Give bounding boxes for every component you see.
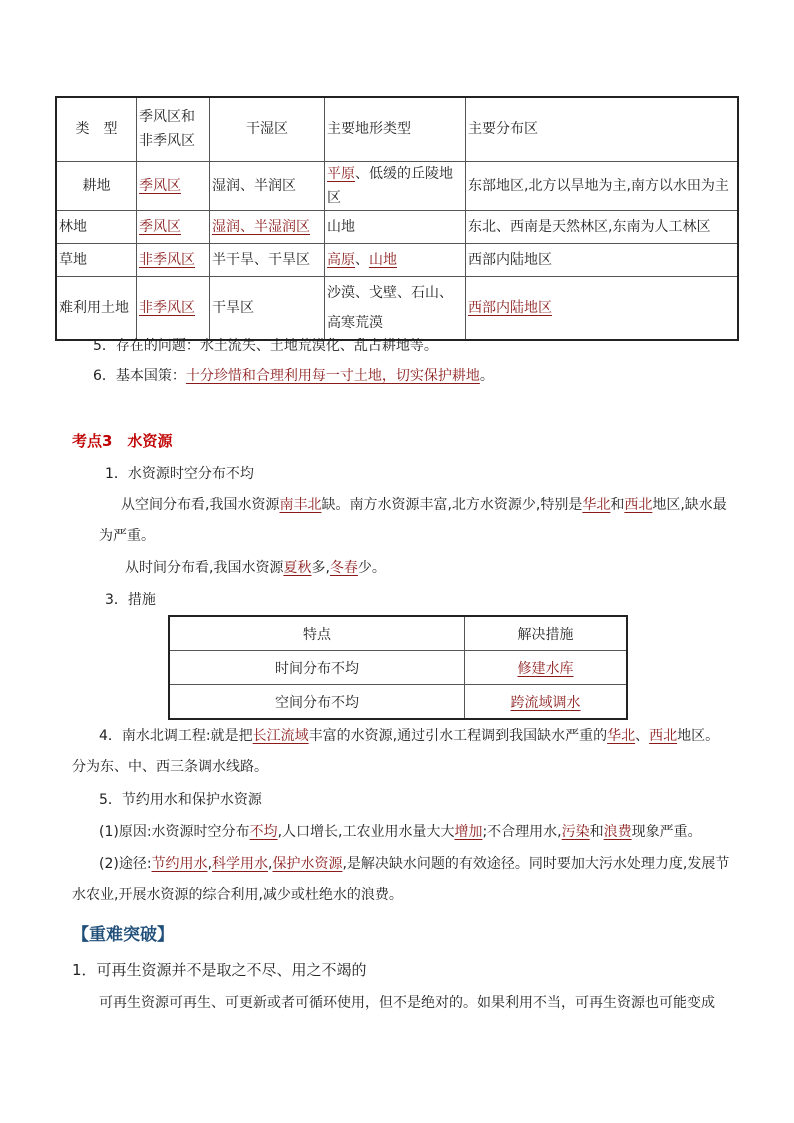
temporal-distribution-text: 从时间分布看,我国水资源夏秋多,冬春少。: [125, 560, 386, 576]
problems-text: 5．存在的问题：水土流失、土地荒漠化、乱占耕地等。: [93, 338, 438, 354]
difficulty-point-1-body: 可再生资源可再生、可更新或者可循环使用，但不是绝对的。如果利用不当，可再生资源也可能变成: [99, 995, 715, 1011]
header-humid: 干湿区: [210, 97, 325, 161]
header-terrain: 主要地形类型: [325, 97, 466, 161]
header-distribution: 主要分布区: [466, 97, 739, 161]
header-type: 类 型: [56, 97, 137, 161]
water-point-3: 3．措施: [105, 592, 156, 608]
spatial-distribution-text: 从空间分布看,我国水资源南丰北缺。南方水资源丰富,北方水资源少,特别是华北和西北地区,缺水最: [121, 497, 727, 513]
difficulty-point-1: 1．可再生资源并不是取之不尽、用之不竭的: [72, 961, 367, 979]
table-row: 时间分布不均 修建水库: [169, 651, 627, 685]
national-policy: 6．基本国策：十分珍惜和合理利用每一寸土地，切实保护耕地。: [93, 368, 494, 384]
header-measure: 解决措施: [465, 616, 628, 651]
section-title: 【重难突破】: [72, 925, 174, 945]
table-row: 草地 非季风区 半干旱、干旱区 高原、山地 西部内陆地区: [56, 243, 738, 276]
header-zone: 季风区和非季风区: [137, 97, 210, 161]
kaodian-3-heading: 考点3 水资源: [72, 432, 173, 450]
header-feature: 特点: [169, 616, 465, 651]
water-point-1: 1．水资源时空分布不均: [105, 466, 254, 482]
table-row: 空间分布不均 跨流域调水: [169, 685, 627, 720]
spatial-distribution-text-cont: 为严重。: [99, 528, 155, 544]
table-row: 难利用土地 非季风区 干旱区 沙漠、戈壁、石山、高寒荒漠 西部内陆地区: [56, 276, 738, 340]
measures-table: [168, 615, 628, 720]
approaches-text: (2)途径:节约用水,科学用水,保护水资源,是解决缺水问题的有效途径。同时要加大污水处理力度,发展节: [99, 856, 730, 872]
land-type-table: [55, 96, 739, 341]
water-point-5: 5．节约用水和保护水资源: [99, 792, 262, 808]
reasons-text: (1)原因:水资源时空分布不均,人口增长,工农业用水量大大增加;不合理用水,污染和浪费现象严重。: [99, 824, 702, 840]
south-north-water-text: 4．南水北调工程:就是把长江流域丰富的水资源,通过引水工程调到我国缺水严重的华北、西北地区。: [99, 728, 720, 744]
table-row: 林地 季风区 湿润、半湿润区 山地 东北、西南是天然林区,东南为人工林区: [56, 210, 738, 243]
south-north-water-text-cont: 分为东、中、西三条调水线路。: [72, 759, 268, 775]
table-row: 耕地 季风区 湿润、半润区 平原、低缓的丘陵地区 东部地区,北方以旱地为主,南方以水田为主: [56, 161, 738, 210]
approaches-text-cont: 水农业,开展水资源的综合利用,减少或杜绝水的浪费。: [72, 887, 403, 903]
